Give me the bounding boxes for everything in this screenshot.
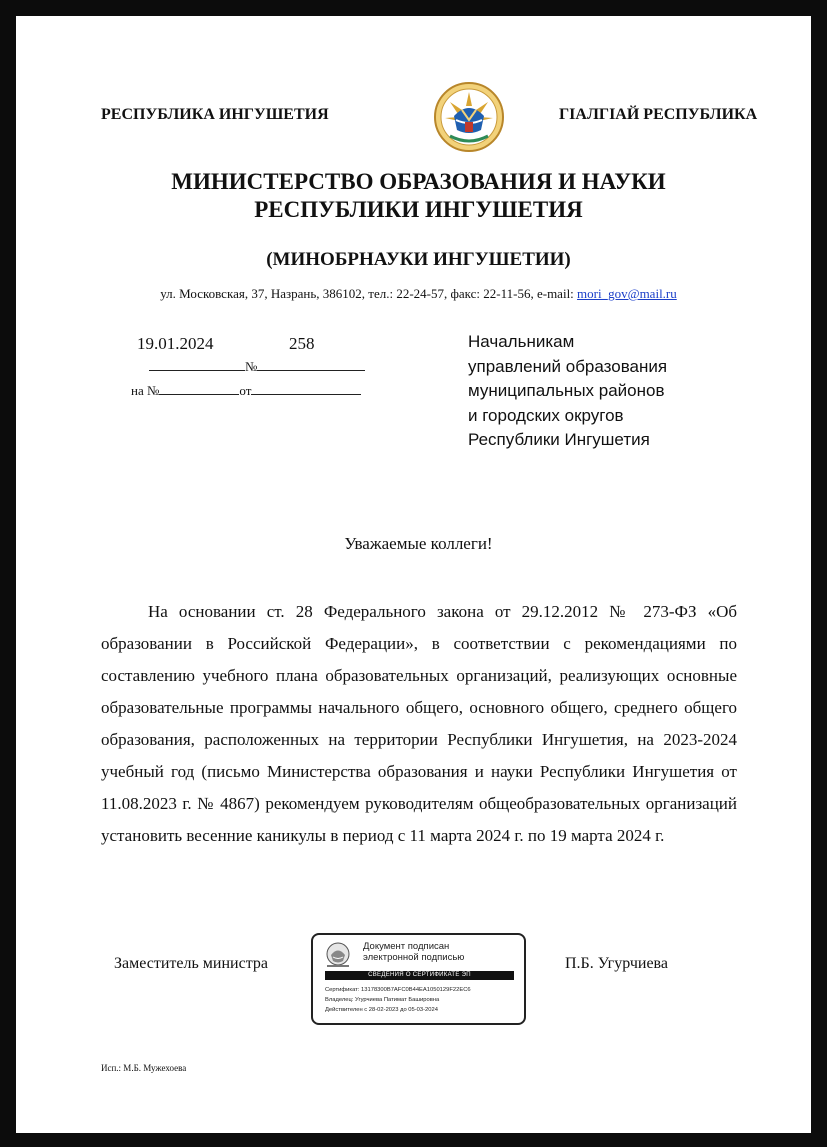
stamp-owner: Владелец: Угурчиева Патимат Башировна xyxy=(325,997,440,1003)
addressee-line: Республики Ингушетия xyxy=(468,430,650,449)
addressee-line: Начальникам xyxy=(468,332,575,351)
reference-number-underline xyxy=(159,382,239,395)
reference-line xyxy=(131,382,361,399)
stamp-title xyxy=(363,941,464,963)
number-underline xyxy=(257,358,365,371)
email-link[interactable]: mori_gov@mail.ru xyxy=(577,286,677,301)
coat-of-arms-icon xyxy=(432,80,506,154)
addressee-block xyxy=(468,330,667,453)
republic-name-ingush: ГIАЛГIАЙ РЕСПУБЛИКА xyxy=(559,106,758,123)
registration-line xyxy=(149,358,365,375)
ministry-short-name: (МИНОБРНАУКИ ИНГУШЕТИИ) xyxy=(266,249,571,270)
addressee-line: муниципальных районов xyxy=(468,381,665,400)
registration-number: 258 xyxy=(289,334,315,353)
signer-name: П.Б. Угурчиева xyxy=(565,955,668,972)
addressee-line: управлений образования xyxy=(468,356,668,376)
document-page xyxy=(16,16,811,1133)
reference-date-underline xyxy=(251,382,361,395)
signer-position: Заместитель министра xyxy=(114,955,268,972)
ministry-address xyxy=(16,286,811,302)
date-underline xyxy=(149,358,245,371)
number-sign: № xyxy=(245,359,258,374)
republic-name-russian: РЕСПУБЛИКА ИНГУШЕТИЯ xyxy=(101,106,329,123)
ministry-title-line1: МИНИСТЕРСТВО ОБРАЗОВАНИЯ И НАУКИ xyxy=(171,169,666,194)
stamp-title-line2: электронной подписью xyxy=(363,952,465,963)
electronic-signature-stamp xyxy=(311,933,526,1025)
executor-note: Исп.: М.Б. Мужехоева xyxy=(101,1063,187,1073)
letter-body: На основании ст. 28 Федерального закона от 29.12.2012 № 273-ФЗ «Об образовании в Российской Федерации», в соответствии с рекомендациями по составлению учебного плана образовательных организаций, реализующих основные образовательные программы начального общего, основного общего, среднего общего образования, расположенных на территории Республики Ингушетия, на 2023-2024 учебный год (письмо Министерства образования и науки Республики Ингушетия от 11.08.2023 г. № 4867) рекомендуем руководителям общеобразовательных организаций установить весенние каникулы в период с 11 марта 2024 г. по 19 марта 2024 г. xyxy=(101,602,737,845)
registration-date: 19.01.2024 xyxy=(137,334,214,353)
reference-from: от xyxy=(239,383,252,398)
address-text: ул. Московская, 37, Назрань, 386102, тел.: 22-24-57, факс: 22-11-56, e-mail: xyxy=(160,286,578,301)
stamp-emblem-icon xyxy=(323,941,353,969)
reference-prefix: на № xyxy=(131,383,160,398)
stamp-certificate: Сертификат: 13178300B7AFC0B44EA1050129F22EC6 xyxy=(325,987,471,993)
ministry-title-line2: РЕСПУБЛИКИ ИНГУШЕТИЯ xyxy=(254,197,583,222)
stamp-validity: Действителен с 28-02-2023 до 05-03-2024 xyxy=(325,1007,438,1013)
addressee-line: и городских округов xyxy=(468,405,624,425)
stamp-title-line1: Документ подписан xyxy=(363,941,450,952)
stamp-certificate-header: СВЕДЕНИЯ О СЕРТИФИКАТЕ ЭП xyxy=(325,971,514,980)
greeting: Уважаемые коллеги! xyxy=(344,534,493,553)
